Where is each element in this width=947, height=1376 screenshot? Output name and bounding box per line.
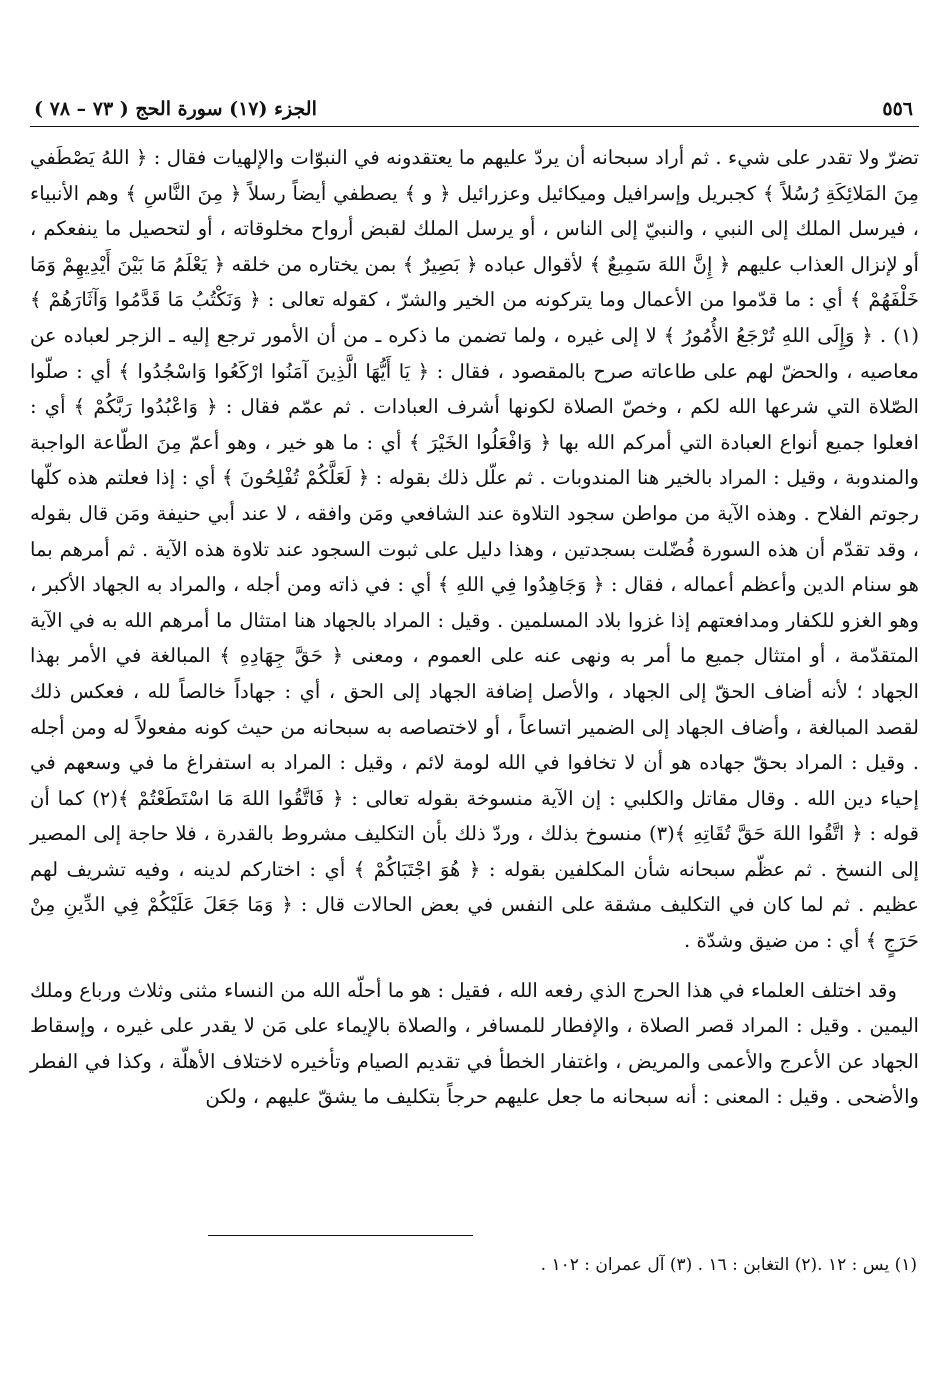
footnote-divider: [208, 1235, 473, 1236]
page-header: [30, 92, 919, 127]
body-text: [30, 140, 919, 1115]
running-title: الجزء (١٧) سورة الحج ( ٧٣ – ٧٨ ): [34, 98, 317, 120]
paragraph: تضرّ ولا تقدر على شيء . ثم أراد سبحانه أن يردّ عليهم ما يعتقدونه في النبوّات والإلهيات فقال : ﴿ اللهُ يَصْطَفي مِنَ المَلائِكَةِ رُسُلاً ﴾ كجبريل وإسرافيل وميكائيل وعزرائيل ﴿ و ﴾ يصطفي أيضاً رسلاً ﴿ مِنَ النَّاسِ ﴾ وهم الأنبياء ، فيرسل الملك إلى النبي ، والنبيّ إلى الناس ، أو يرسل الملك لقبض أرواح مخلوقاته ، أو لتحصيل ما ينفعكم ، أو لإنزال العذاب عليهم ﴿ إِنَّ اللهَ سَمِيعٌ ﴾ لأقوال عباده ﴿ بَصِيرٌ ﴾ بمن يختاره من خلقه ﴿ يَعْلَمُ مَا بَيْنَ أَيْدِيهِمْ وَمَا خَلْفَهُمْ ﴾ أي : ما قدّموا من الأعمال وما يتركونه من الخير والشرّ ، كقوله تعالى : ﴿ وَنَكْتُبُ مَا قَدَّمُوا وَآثَارَهُمْ ﴾(١) . ﴿ وَإِلَى اللهِ تُرْجَعُ الأُمُورُ ﴾ لا إلى غيره ، ولما تضمن ما ذكره ـ من أن الأمور ترجع إليه ـ الزجر لعباده عن معاصيه ، والحضّ لهم على طاعاته صرح بالمقصود ، فقال : ﴿ يَا أَيُّهَا الَّذِينَ آمَنُوا ارْكَعُوا وَاسْجُدُوا ﴾ أي : صلّوا الصّلاة التي شرعها الله لكم ، وخصّ الصلاة لكونها أشرف العبادات . ثم عمّم فقال : ﴿ وَاعْبُدُوا رَبَّكُمْ ﴾ أي : افعلوا جميع أنواع العبادة التي أمركم الله بها ﴿ وَافْعَلُوا الخَيْرَ ﴾ أي : ما هو خير ، وهو أعمّ مِنَ الطّاعة الواجبة والمندوبة ، وقيل : المراد بالخير هنا المندوبات . ثم علّل ذلك بقوله : ﴿ لَعَلَّكُمْ تُفْلِحُونَ ﴾ أي : إذا فعلتم هذه كلّها رجوتم الفلاح . وهذه الآية من مواطن سجود التلاوة عند الشافعي ومَن وافقه ، لا عند أبي حنيفة ومَن قال بقوله ، وقد تقدّم أن هذه السورة فُضّلت بسجدتين ، وهذا دليل على ثبوت السجود عند تلاوة هذه الآية . ثم أمرهم بما هو سنام الدين وأعظم أعماله ، فقال : ﴿ وَجَاهِدُوا فِي اللهِ ﴾ أي : في ذاته ومن أجله ، والمراد به الجهاد الأكبر ، وهو الغزو للكفار ومدافعتهم إذا غزوا بلاد المسلمين . وقيل : المراد بالجهاد هنا امتثال ما أمرهم الله به في الآية المتقدّمة ، أو امتثال جميع ما أمر به ونهى عنه على العموم ، ومعنى ﴿ حَقَّ جِهَادِهِ ﴾ المبالغة في الأمر بهذا الجهاد ؛ لأنه أضاف الحقّ إلى الجهاد ، والأصل إضافة الجهاد إلى الحق ، أي : جهاداً خالصاً لله ، فعكس ذلك لقصد المبالغة ، وأضاف الجهاد إلى الضمير اتساعاً ، أو لاختصاصه به سبحانه من حيث كونه مفعولاً له ومن أجله . وقيل : المراد بحقّ جهاده هو أن لا تخافوا في الله لومة لائم ، وقيل : المراد به استفراغ ما في وسعهم في إحياء دين الله . وقال مقاتل والكلبي : إن الآية منسوخة بقوله تعالى : ﴿ فَاتَّقُوا اللهَ مَا اسْتَطَعْتُمْ ﴾(٢) كما أن قوله : ﴿ اتَّقُوا اللهَ حَقَّ تُقَاتِهِ ﴾(٣) منسوخ بذلك ، وردّ ذلك بأن التكليف مشروط بالقدرة ، فلا حاجة إلى المصير إلى النسخ . ثم عظّم سبحانه شأن المكلفين بقوله : ﴿ هُوَ اجْتَبَاكُمْ ﴾ أي : اختاركم لدينه ، وفيه تشريف لهم عظيم . ثم لما كان في التكليف مشقة على النفس في بعض الحالات قال : ﴿ وَمَا جَعَلَ عَلَيْكُمْ فِي الدِّينِ مِنْ حَرَجٍ ﴾ أي : من ضيق وشدّة .: [30, 146, 920, 953]
page-number: ٥٥٦: [882, 98, 913, 120]
paragraph: وقد اختلف العلماء في هذا الحرج الذي رفعه الله ، فقيل : هو ما أحلّه الله من النساء مثنى وثلاث ورباع وملك اليمين . وقيل : المراد قصر الصلاة ، والإفطار للمسافر ، والصلاة بالإيماء على مَن لا يقدر على غيره ، وإسقاط الجهاد عن الأعرج والأعمى والمريض ، واغتفار الخطأ في تقديم الصيام وتأخيره لاختلاف الأهلّة ، وكذا في الفطر والأضحى . وقيل : المعنى : أنه سبحانه ما جعل عليهم حرجاً بتكليف ما يشقّ عليهم ، ولكن: [30, 978, 919, 1109]
footnotes: (١) يس : ١٢ .(٢) التغابن : ١٦ . (٣) آل عمران : ١٠٢ .: [540, 1255, 917, 1275]
